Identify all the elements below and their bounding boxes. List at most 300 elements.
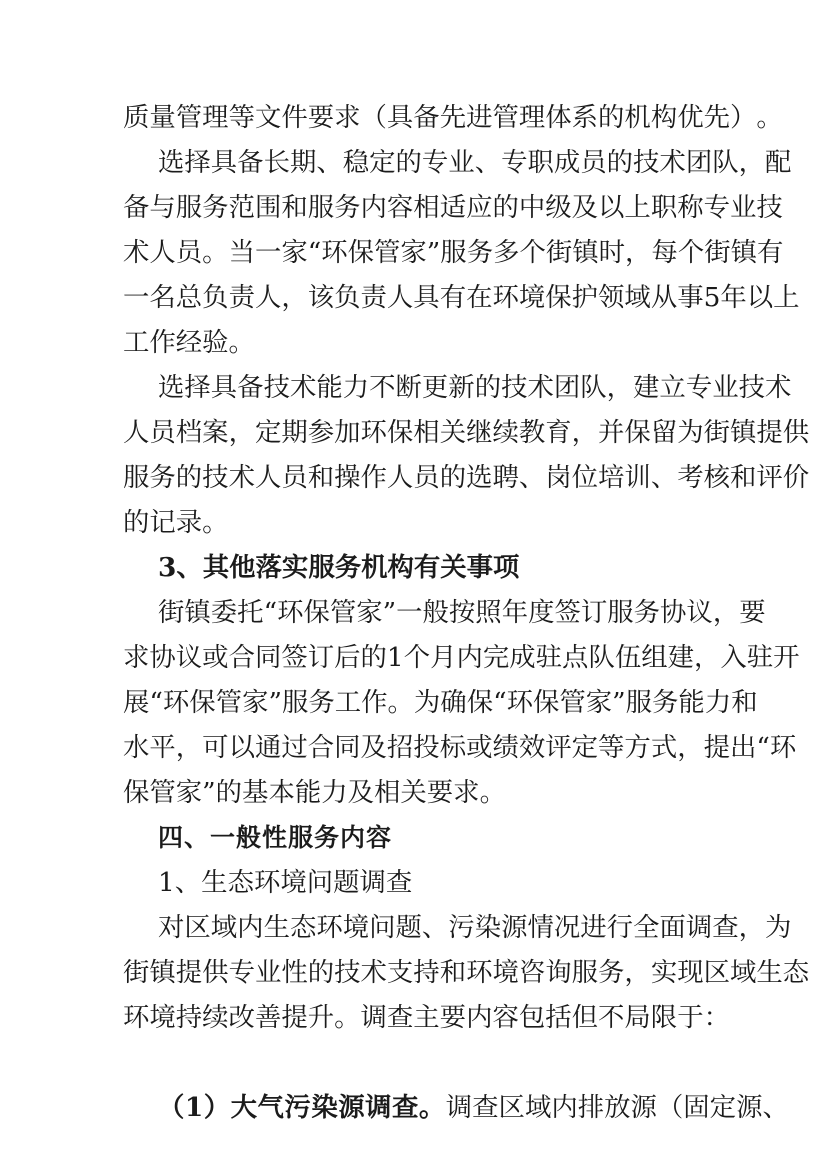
glyph: 体	[545, 102, 572, 133]
glyph: 应	[466, 192, 493, 223]
glyph: 招	[386, 732, 414, 763]
glyph: 环	[360, 417, 387, 448]
glyph: 件	[281, 102, 308, 133]
glyph: 员	[281, 462, 308, 493]
glyph: 个	[677, 237, 705, 268]
text-line	[123, 995, 730, 1040]
glyph: “	[149, 687, 163, 718]
glyph: 点	[562, 642, 589, 673]
glyph: 员	[149, 417, 176, 448]
glyph: 委	[210, 597, 238, 628]
text-line-mixed	[123, 1085, 789, 1130]
glyph: 订	[580, 597, 608, 628]
glyph: 务	[308, 687, 335, 718]
glyph: 建	[667, 642, 694, 673]
glyph: 相	[413, 417, 440, 448]
glyph: 家	[281, 237, 308, 268]
glyph: 保	[347, 237, 375, 268]
glyph: 、	[316, 147, 343, 178]
glyph: 月	[430, 642, 457, 673]
glyph: ，	[738, 147, 765, 178]
glyph: 区	[184, 912, 211, 943]
section-heading-1	[123, 860, 703, 905]
glyph: 管	[559, 687, 586, 718]
glyph: 训	[624, 462, 651, 493]
glyph: 街	[158, 597, 185, 628]
glyph: 过	[281, 732, 308, 763]
glyph: 环	[506, 687, 533, 718]
glyph: 现	[677, 957, 704, 988]
glyph: 环	[466, 957, 493, 988]
glyph: 聘	[492, 462, 519, 493]
glyph: “	[263, 597, 278, 628]
glyph: 有	[756, 237, 784, 268]
glyph: 文	[254, 102, 282, 133]
glyph: 题	[395, 912, 422, 943]
glyph: 参	[307, 417, 335, 448]
glyph: 员	[580, 147, 607, 178]
glyph: 环	[769, 732, 797, 763]
glyph: 等	[598, 732, 625, 763]
glyph: 备	[123, 192, 150, 223]
glyph: 量	[149, 102, 176, 133]
text-line	[123, 680, 758, 725]
text-line	[123, 185, 783, 230]
glyph: 街	[704, 237, 731, 268]
glyph: ，	[625, 237, 652, 268]
glyph: 岗	[545, 462, 572, 493]
glyph: “	[493, 687, 507, 718]
glyph: 求	[334, 102, 361, 133]
glyph: 环	[492, 282, 519, 313]
glyph: ，	[606, 372, 634, 403]
glyph: 查	[712, 912, 739, 943]
glyph: 不	[369, 372, 396, 403]
glyph: 服	[625, 687, 653, 718]
glyph: 务	[466, 237, 494, 268]
glyph: 的	[395, 147, 422, 178]
glyph: ，	[677, 732, 704, 763]
glyph: 具	[386, 102, 414, 133]
glyph: 服	[175, 192, 203, 223]
glyph: 留	[650, 417, 678, 448]
glyph: 管	[374, 237, 401, 268]
glyph: 投	[413, 732, 440, 763]
text-line	[123, 230, 784, 275]
glyph: 育	[545, 417, 572, 448]
glyph: 术	[228, 462, 255, 493]
glyph: 签	[281, 642, 308, 673]
glyph: 保	[545, 282, 572, 313]
glyph: 稳	[342, 147, 370, 178]
text-line	[158, 590, 766, 635]
glyph: 质	[123, 102, 150, 133]
glyph: 年	[501, 597, 529, 628]
glyph: 效	[518, 732, 546, 763]
glyph: 力	[704, 687, 732, 718]
glyph: 供	[782, 417, 810, 448]
glyph: 培	[598, 462, 625, 493]
glyph: 等	[228, 102, 255, 133]
glyph: 服	[607, 597, 634, 628]
glyph: ，	[738, 912, 765, 943]
text-line	[123, 950, 810, 995]
glyph: 先	[703, 102, 730, 133]
text-line	[123, 275, 800, 320]
glyph: 订	[307, 642, 335, 673]
glyph: 管	[492, 102, 519, 133]
glyph: 和	[729, 462, 757, 493]
glyph: 时	[598, 237, 626, 268]
glyph: 的	[492, 192, 519, 223]
glyph: 作	[361, 687, 388, 718]
glyph: 或	[466, 732, 493, 763]
glyph: 技	[334, 957, 361, 988]
glyph: 街	[545, 237, 573, 268]
text-line-content: 环境持续改善提升。调查主要内容包括但不局限于：	[123, 1002, 730, 1033]
glyph: 期	[289, 147, 317, 178]
glyph: 域	[210, 912, 238, 943]
text-line	[123, 635, 800, 680]
paragraph-spacer	[123, 1040, 703, 1085]
glyph: 的	[598, 102, 625, 133]
glyph: 围	[254, 192, 282, 223]
glyph: 专	[703, 192, 730, 223]
glyph: 适	[439, 192, 467, 223]
glyph: 生	[756, 957, 783, 988]
glyph: ）	[729, 102, 757, 133]
glyph: 考	[677, 462, 704, 493]
text-line	[123, 500, 703, 545]
glyph: 咨	[518, 957, 546, 988]
glyph: 境	[518, 282, 546, 313]
glyph: 管	[215, 687, 243, 718]
glyph: 机	[624, 102, 651, 133]
glyph: 作	[360, 462, 387, 493]
glyph: 长	[263, 147, 290, 178]
glyph: 环	[162, 687, 190, 718]
glyph: 中	[518, 192, 546, 223]
glyph: 实	[650, 957, 678, 988]
glyph: 的	[474, 372, 502, 403]
glyph: 案	[202, 417, 229, 448]
glyph: 内	[456, 642, 483, 673]
text-line-content: 的记录。	[123, 507, 229, 538]
glyph: 通	[254, 732, 282, 763]
glyph: 断	[395, 372, 422, 403]
glyph: 态	[289, 912, 317, 943]
glyph: 选	[158, 372, 185, 403]
glyph: 污	[448, 912, 475, 943]
glyph: 务	[633, 597, 661, 628]
glyph: 询	[545, 957, 572, 988]
glyph: 街	[703, 417, 730, 448]
glyph: 合	[228, 642, 255, 673]
glyph: 环	[321, 237, 348, 268]
glyph: 后	[334, 642, 361, 673]
glyph: 业	[712, 372, 739, 403]
glyph: 家	[585, 687, 613, 718]
glyph: 术	[123, 237, 150, 268]
glyph: 优	[677, 102, 704, 133]
glyph: 技	[633, 147, 660, 178]
glyph: 保	[532, 687, 560, 718]
glyph: 及	[571, 192, 599, 223]
glyph: 选	[466, 462, 493, 493]
text-line	[158, 365, 792, 410]
glyph: 和	[307, 462, 335, 493]
glyph: 签	[554, 597, 581, 628]
section-heading-3	[123, 545, 703, 590]
text-line	[123, 95, 783, 140]
glyph: （	[360, 102, 387, 133]
glyph: ”	[426, 237, 441, 268]
glyph: 镇	[730, 237, 757, 268]
glyph: 术	[527, 372, 554, 403]
glyph: 新	[448, 372, 475, 403]
glyph: 评	[545, 732, 572, 763]
glyph: 为	[764, 912, 792, 943]
glyph: 。	[756, 102, 783, 133]
glyph: 度	[528, 597, 555, 628]
glyph: 内	[237, 912, 264, 943]
glyph: 。	[202, 237, 229, 268]
glyph: 家	[356, 597, 383, 628]
glyph: 水	[123, 732, 150, 763]
glyph: 责	[360, 282, 387, 313]
glyph: 街	[123, 957, 150, 988]
glyph: 加	[334, 417, 361, 448]
glyph: 构	[650, 102, 678, 133]
glyph: “	[756, 732, 770, 763]
glyph: 服	[571, 957, 599, 988]
glyph: 提	[175, 957, 203, 988]
glyph: 备	[413, 102, 440, 133]
glyph: 镇	[184, 597, 211, 628]
glyph: 进	[466, 102, 493, 133]
glyph: 的	[606, 147, 634, 178]
text-line-content: 保管家”的基本能力及相关要求。	[123, 777, 506, 808]
glyph: 按	[448, 597, 476, 628]
glyph: 理	[518, 102, 546, 133]
glyph: 保	[303, 597, 330, 628]
glyph: 先	[439, 102, 467, 133]
glyph: 开	[773, 642, 800, 673]
glyph: 、	[518, 462, 546, 493]
glyph: 立	[659, 372, 686, 403]
glyph: 更	[421, 372, 449, 403]
glyph: 护	[571, 282, 599, 313]
glyph: 个	[403, 642, 431, 673]
glyph: ”	[612, 687, 626, 718]
glyph: 队	[712, 147, 739, 178]
glyph: 一	[396, 597, 423, 628]
glyph: 要	[739, 597, 766, 628]
glyph: 服	[307, 192, 335, 223]
glyph: 务	[202, 192, 229, 223]
glyph: 能	[678, 687, 705, 718]
glyph: 上	[773, 282, 800, 313]
glyph: 专	[421, 147, 449, 178]
glyph: 务	[598, 957, 625, 988]
glyph: 的	[360, 642, 387, 673]
glyph: 、	[474, 147, 502, 178]
glyph: 专	[685, 372, 713, 403]
glyph: 5	[703, 282, 721, 313]
glyph: 伍	[614, 642, 642, 673]
glyph: 及	[360, 732, 387, 763]
glyph: 面	[659, 912, 686, 943]
glyph: 具	[413, 282, 440, 313]
glyph: 人	[254, 282, 282, 313]
glyph: 服	[281, 687, 309, 718]
glyph: 领	[598, 282, 625, 313]
glyph: 业	[254, 957, 282, 988]
glyph: 供	[202, 957, 229, 988]
glyph: 况	[553, 912, 581, 943]
glyph: 标	[439, 732, 467, 763]
glyph: 驻	[535, 642, 563, 673]
glyph: 备	[237, 147, 264, 178]
glyph: 技	[738, 372, 765, 403]
glyph: 人	[386, 462, 414, 493]
glyph: 求	[123, 642, 150, 673]
glyph: 情	[527, 912, 554, 943]
glyph: 和	[439, 957, 467, 988]
glyph: 总	[175, 282, 203, 313]
glyph: 术	[659, 147, 686, 178]
glyph: 术	[289, 372, 317, 403]
section-heading-3-label: 3、其他落实服务机构有关事项	[158, 552, 520, 583]
glyph: 该	[307, 282, 335, 313]
glyph: 可	[202, 732, 229, 763]
glyph: 续	[492, 417, 519, 448]
glyph: 生	[263, 912, 290, 943]
glyph: 价	[782, 462, 810, 493]
section-heading-4	[123, 815, 703, 860]
glyph: 当	[228, 237, 255, 268]
glyph: ”	[382, 597, 397, 628]
glyph: 以	[598, 192, 625, 223]
item-label-1: （1）大气污染源调查。	[158, 1092, 446, 1123]
glyph: 境	[492, 957, 519, 988]
glyph: 式	[650, 732, 678, 763]
glyph: 关	[439, 417, 467, 448]
glyph: 方	[624, 732, 651, 763]
glyph: 团	[685, 147, 713, 178]
glyph: 继	[466, 417, 493, 448]
glyph: 员	[175, 237, 203, 268]
glyph: 级	[545, 192, 572, 223]
glyph: 名	[149, 282, 176, 313]
glyph: 同	[334, 732, 361, 763]
glyph: 、	[650, 462, 678, 493]
glyph: 评	[756, 462, 783, 493]
glyph: 专	[228, 957, 255, 988]
glyph: 展	[123, 687, 150, 718]
text-line-content: 调查区域内排放源（固定源、	[445, 1092, 789, 1123]
glyph: 议	[175, 642, 203, 673]
glyph: 一	[254, 237, 282, 268]
glyph: 多	[493, 237, 520, 268]
glyph: 技	[263, 372, 290, 403]
glyph: ，	[571, 417, 599, 448]
glyph: 、	[421, 912, 449, 943]
glyph: 入	[720, 642, 747, 673]
glyph: 有	[439, 282, 467, 313]
glyph: 个	[519, 237, 546, 268]
glyph: 上	[624, 192, 651, 223]
glyph: 出	[729, 732, 757, 763]
glyph: 镇	[149, 957, 176, 988]
glyph: 的	[175, 462, 203, 493]
glyph: 协	[149, 642, 176, 673]
glyph: 系	[571, 102, 599, 133]
glyph: 业	[448, 147, 475, 178]
glyph: 位	[571, 462, 599, 493]
glyph: 镇	[729, 417, 757, 448]
glyph: 服	[440, 237, 467, 268]
glyph: 负	[202, 282, 229, 313]
glyph: 人	[123, 417, 150, 448]
text-line-content: 工作经验。	[123, 327, 255, 358]
glyph: ，	[624, 957, 651, 988]
glyph: ”	[268, 687, 282, 718]
glyph: 平	[149, 732, 176, 763]
glyph: 绩	[492, 732, 519, 763]
glyph: 负	[334, 282, 361, 313]
glyph: 具	[210, 147, 238, 178]
glyph: 范	[228, 192, 255, 223]
glyph: 保	[624, 417, 651, 448]
glyph: 成	[553, 147, 581, 178]
glyph: 性	[281, 957, 308, 988]
glyph: 保	[189, 687, 216, 718]
glyph: 相	[413, 192, 440, 223]
text-line	[123, 320, 703, 365]
glyph: 管	[175, 102, 203, 133]
glyph: 的	[307, 957, 335, 988]
glyph: 协	[660, 597, 687, 628]
glyph: 术	[764, 372, 792, 403]
glyph: 力	[342, 372, 370, 403]
glyph: 为	[413, 687, 441, 718]
glyph: 备	[237, 372, 264, 403]
glyph: 议	[686, 597, 713, 628]
glyph: 配	[764, 147, 792, 178]
glyph: 职	[527, 147, 554, 178]
glyph: 镇	[572, 237, 599, 268]
glyph: 成	[509, 642, 536, 673]
glyph: 照	[475, 597, 502, 628]
glyph: 核	[703, 462, 730, 493]
glyph: 择	[184, 147, 211, 178]
glyph: 定	[254, 417, 282, 448]
glyph: 家	[400, 237, 427, 268]
glyph: 区	[703, 957, 730, 988]
glyph: 事	[677, 282, 704, 313]
glyph: 人	[386, 282, 414, 313]
glyph: 内	[360, 192, 387, 223]
glyph: 业	[729, 192, 757, 223]
glyph: 职	[650, 192, 678, 223]
glyph: 组	[641, 642, 668, 673]
glyph: 年	[720, 282, 747, 313]
text-line	[158, 905, 792, 950]
glyph: 一	[123, 282, 150, 313]
glyph: 档	[175, 417, 203, 448]
glyph: 务	[652, 687, 679, 718]
